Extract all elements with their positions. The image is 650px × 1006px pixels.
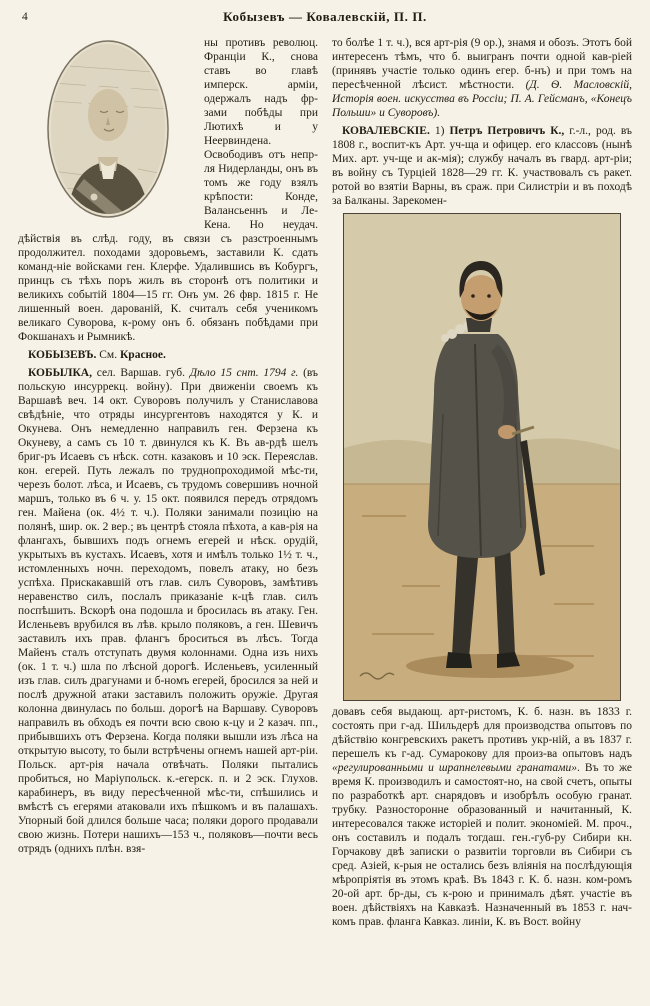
- page-header: [0, 9, 650, 29]
- text-columns: [18, 36, 632, 998]
- article-kovalevskie-after-2: . Въ то же время К. производилъ и самостоят-но, на свой счетъ, опыты по разработкѣ арт. снарядовъ и изобрѣлъ особую гранат. трубку. Разносторонне образованный и начитанный, К. интересовался также исторіей и полит. экономіей. М. проч., онъ составилъ и подалъ тогдаш. ген.-губ-ру Сибири кн. Горчакову двѣ записки о развитіи торговли въ Сибири съ сред. Азіей, к-рыя не остались безъ вліянія на послѣдующія мѣропріятія въ этомъ краѣ. Въ 1843 г. К. б. назн. ком-ромъ 20-ой арт. бр-ды, съ к-рою и принималъ дѣят. участіе въ воен. дѣйствіяхъ на Кавказѣ. Назначенный въ 1853 г. нач-комъ прав. фланга Кавказ. линіи, К. въ Вост. войну: [332, 762, 632, 928]
- portrait-kovalevsky-illustration: [343, 213, 621, 701]
- article-kobyzev: [18, 348, 318, 362]
- article-kobylka-battle-title: Дѣло 15 снт. 1794 г.: [189, 367, 299, 379]
- article-kovalevskie-grenade-term: «регулированными и шрапнелевыми гранатами»: [332, 762, 578, 774]
- article-kobylka: [18, 366, 318, 856]
- article-coburg-text: ны противъ революц. Франціи К., снова ставъ во главѣ имперск. арміи, одержалъ надъ фр-зами побѣды при Лютихѣ и у Неервиндена. Освободивъ отъ непр-ля Нидерланды, онъ въ томъ же году взялъ крѣпости: Конде, Валансьеннъ и Ле-Кена. Но неудач. дѣйствія въ слѣд. году, въ связи съ разстроеннымъ продолжител. походами здоровьемъ, заставили К. сдать команд-ніе войсками ген. Клерфе. Удалившись въ Кобургъ, принцъ съ тѣхъ поръ жилъ въ сторонѣ отъ политики и великихъ событій 1804—15 гг. Онъ ум. 26 фвр. 1815 г. Не лишенный воен. дарованій, К. считалъ себя ученикомъ великаго Суворова, к-рому онъ б. обязанъ побѣдами при Фокшанахъ и Рымникѣ.: [18, 37, 318, 343]
- left-column: [18, 36, 318, 998]
- article-kobyzev-reference: Красное.: [119, 349, 166, 361]
- right-column: [332, 36, 632, 998]
- article-kovalevskie-name: Петръ Петровичъ К.,: [449, 125, 565, 137]
- article-kovalevskie-after-1: довавъ себя выдающ. арт-ристомъ, К. б. назн. въ 1833 г. состоять при г-ад. Шильдерѣ для производства опытовъ по дѣйствію конгревскихъ ракетъ противъ укр-ній, а въ 1837 г. перешелъ къ г-ад. Сумарокову для произ-ва опытовъ надъ: [332, 706, 632, 760]
- article-kobylka-end-text: то болѣе 1 т. ч.), вся арт-рія (9 ор.), знамя и обозъ. Этотъ бой интересенъ тѣмъ, что б. выигранъ почти одной кав-ріей (принявъ участіе только одинъ егер. б-нъ) и при томъ на пересѣченной лѣсист. мѣстности.: [332, 37, 632, 91]
- running-head: Кобызевъ — Ковалевскій, П. П.: [223, 9, 427, 24]
- article-kobylka-headword: КОБЫЛКА,: [28, 367, 92, 379]
- article-kovalevskie-body: г.-л., род. въ 1808 г., воспит-къ Арт. уч-ща и офицер. его классовъ (нынѣ Мих. арт. уч-ще и ак-мія); службу началъ въ гвард. арт-ріи; въ войну съ Турціей 1828—29 гг. К. участвовалъ съ ракет. ротой во взятіи Варны, въ сраж. при Силистріи и въ походѣ за Балканы. Зарекомен-: [332, 125, 632, 207]
- article-kobyzev-headword: КОБЫЗЕВЪ.: [28, 349, 97, 361]
- article-kovalevskie-number: 1): [429, 125, 450, 137]
- article-kobyzev-see: См.: [96, 349, 120, 361]
- kovalevsky-figure-image: [344, 214, 620, 700]
- article-kovalevskie-headword: КОВАЛЕВСКІЕ.: [342, 125, 430, 137]
- article-kovalevskie-continuation: [332, 705, 632, 929]
- article-kobylka-body: (въ польскую инсуррекц. войну). При движеніи своемъ къ Варшавѣ веч. 14 окт. Суворовъ получилъ у Станиславова свѣдѣніе, что отряды инсургентовъ находятся у К. и Окунева. Онъ немедленно направилъ ген. Ферзена къ Окуневу, а самъ съ 10 т. двинулся къ К. Въ ав-рдѣ шелъ бриг-ръ Исаевъ съ нѣск. сотн. казаковъ и 10 эск. Переяслав. кон. егерей. Путь лежалъ по труднопроходимой мѣс-ти, черезъ болот. лѣса, и Исаевъ, съ трудомъ совершивъ ночной маршъ, только въ 6 ч. у. 15 окт. появился передъ отрядомъ ген. Майена (ок. 4½ т. ч.). Поляки занимали позицію на полянѣ, шир. ок. 2 вер.; въ центрѣ стояла пѣхота, а кав-рія на флангахъ, бывшихъ подъ огнемъ егерей и нѣск. орудій, укрытыхъ въ кустахъ. Исаевъ, хотя и имѣлъ только 1½ т. ч., истомленныхъ ночн. переходомъ, повелъ атаку, но безъ успѣха. Прискакавшій отъ глав. силъ Суворовъ, замѣтивъ неравенство силъ, послалъ приказаніе к-цѣ глав. силъ поспѣшить. Вскорѣ она подошла и бросилась въ атаку. Ген. Исленьевъ врубился въ лѣв. крыло поляковъ, а ген. Шевичъ заставилъ ихъ прав. флангъ броситься въ лѣсъ. Тогда Майенъ сталъ отступать двумя колоннами. Одна изъ нихъ (ок. 1 т. ч.) шла по лѣсной дорогѣ. Исленьевъ, усиленный изъ глав. силъ драгунами и б-номъ егерей, бросился за ней и послѣ дружной атаки заставилъ положить оружіе. Другая колонна двинулась по больш. дорогѣ на Варшаву. Суворовъ направилъ въ обходъ ея почти всю свою к-цу и 2 казач. пп., прибывшихъ отъ Ферзена. Когда поляки вышли изъ лѣса на открытую высоту, то были встрѣчены огнемъ нашей арт-ріи. Польск. арт-рія начала отвѣчать. Поляки пытались пробиться, но Маріупольск. к.-егерск. п. и 2 эск. Глухов. карабинеръ, въ виду пересѣченной мѣс-ти, спѣшились и вмѣстѣ съ егерями атаковали ихъ пѣшкомъ и въ палашахъ. Упорный бой длился больше часа; поляки дорого продавали свою жизнь. Потери нашихъ—153 ч., поляковъ—почти весь отрядъ (однихъ плѣн. взя-: [18, 367, 319, 855]
- article-kobylka-sources: (Д. Ѳ. Масловскій, Исторія воен. искусства въ Россіи; П. А. Гейсманъ, «Конецъ Польши» и Суворовъ).: [332, 79, 632, 119]
- article-kobylka-intro: сел. Варшав. губ.: [91, 367, 190, 379]
- portrait-engraving: [18, 37, 196, 223]
- oval-portrait-image: [18, 37, 196, 223]
- article-kovalevskie-start: [332, 124, 632, 208]
- article-kobylka-end: [332, 36, 632, 120]
- page-number: 4: [22, 11, 28, 23]
